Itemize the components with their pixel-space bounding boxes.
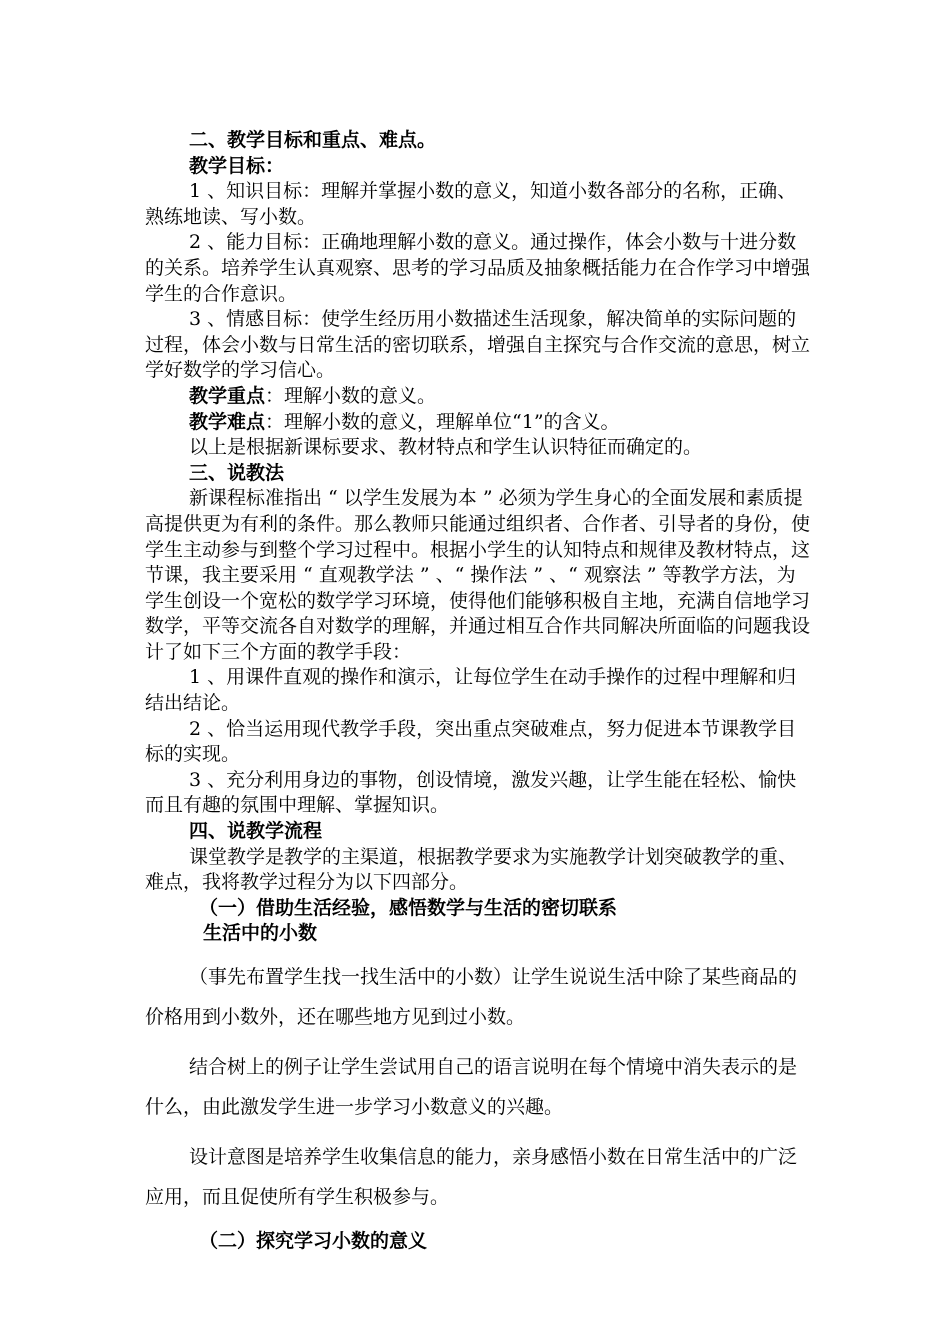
- life-paragraph-3: 设计意图是培养学生收集信息的能力，亲身感悟小数在日常生活中的广泛应用，而且促使所有学生积极参与。: [145, 1146, 798, 1208]
- key-point: [145, 384, 810, 410]
- means-item-2: 2 、恰当运用现代教学手段，突出重点突破难点，努力促进本节课教学目标的实现。: [145, 717, 797, 766]
- section-heading-goals: 二、教学目标和重点、难点。: [189, 129, 437, 151]
- key-point-label: 教学重点: [189, 384, 266, 407]
- part1-heading: （一）借助生活经验，感悟数学与生活的密切联系: [199, 896, 618, 919]
- goal-ability: 2 、能力目标：正确地理解小数的意义。通过操作，体会小数与十进分数的关系。培养学生认真观察、思考的学习品质及抽象概括能力在合作学习中增强学生的合作意识。: [145, 231, 811, 305]
- section-heading-flow: 四、说教学流程: [189, 820, 323, 843]
- difficult-point: [145, 410, 810, 436]
- goals-label: 教学目标：: [189, 154, 285, 177]
- section-heading-method: 三、说教法: [189, 461, 285, 484]
- life-paragraph-1: （事先布置学生找一找生活中的小数）让学生说说生活中除了某些商品的价格用到小数外，还在哪些地方见到过小数。: [145, 966, 798, 1028]
- life-paragraph-2: 结合树上的例子让学生尝试用自己的语言说明在每个情境中消失表示的是什么，由此激发学生进一步学习小数意义的兴趣。: [145, 1056, 798, 1118]
- difficult-point-text: ：理解小数的意义，理解单位“1”的含义。: [265, 410, 620, 433]
- document-body: [145, 128, 810, 1255]
- part2-heading: （二）探究学习小数的意义: [199, 1230, 428, 1252]
- key-point-text: ：理解小数的意义。: [265, 384, 437, 407]
- goal-knowledge: 1 、知识目标：理解并掌握小数的意义，知道小数各部分的名称，正确、熟练地读、写小数。: [145, 180, 797, 228]
- part1-subheading: 生活中的小数: [203, 922, 318, 945]
- goal-emotion: 3 、情感目标：使学生经历用小数描述生活现象，解决简单的实际问题的过程，体会小数与日常生活的密切联系，增强自主探究与合作交流的意思，树立学好数学的学习信心。: [145, 308, 811, 382]
- means-item-3: 3 、充分利用身边的事物，创设情境，激发兴趣，让学生能在轻松、愉快而且有趣的氛围中理解、掌握知识。: [145, 768, 797, 817]
- difficult-point-label: 教学难点: [189, 410, 266, 433]
- method-paragraph: 新课程标准指出 “ 以学生发展为本 ” 必须为学生身心的全面发展和素质提高提供更为有利的条件。那么教师只能通过组织者、合作者、引导者的身份，使学生主动参与到整个学习过程中。根据小学生的认知特点和规律及教材特点，这节课，我主要采用 “ 直观教学法 ” 、“ 操作法 ” 、“ 观察法 ” 等教学方法，为学生创设一个宽松的数学学习环境，使得他们能够积极自主地，充满自信地学习数学，平等交流各自对数学的理解，并通过相互合作共同解决所面临的问题我设计了如下三个方面的教学手段：: [145, 487, 811, 663]
- basis-paragraph: 以上是根据新课标要求、教材特点和学生认识特征而确定的。: [189, 436, 703, 459]
- means-item-1: 1 、用课件直观的操作和演示，让每位学生在动手操作的过程中理解和归结出结论。: [145, 666, 797, 715]
- flow-paragraph: 课堂教学是教学的主渠道，根据教学要求为实施教学计划突破教学的重、难点，我将教学过程分为以下四部分。: [145, 845, 798, 894]
